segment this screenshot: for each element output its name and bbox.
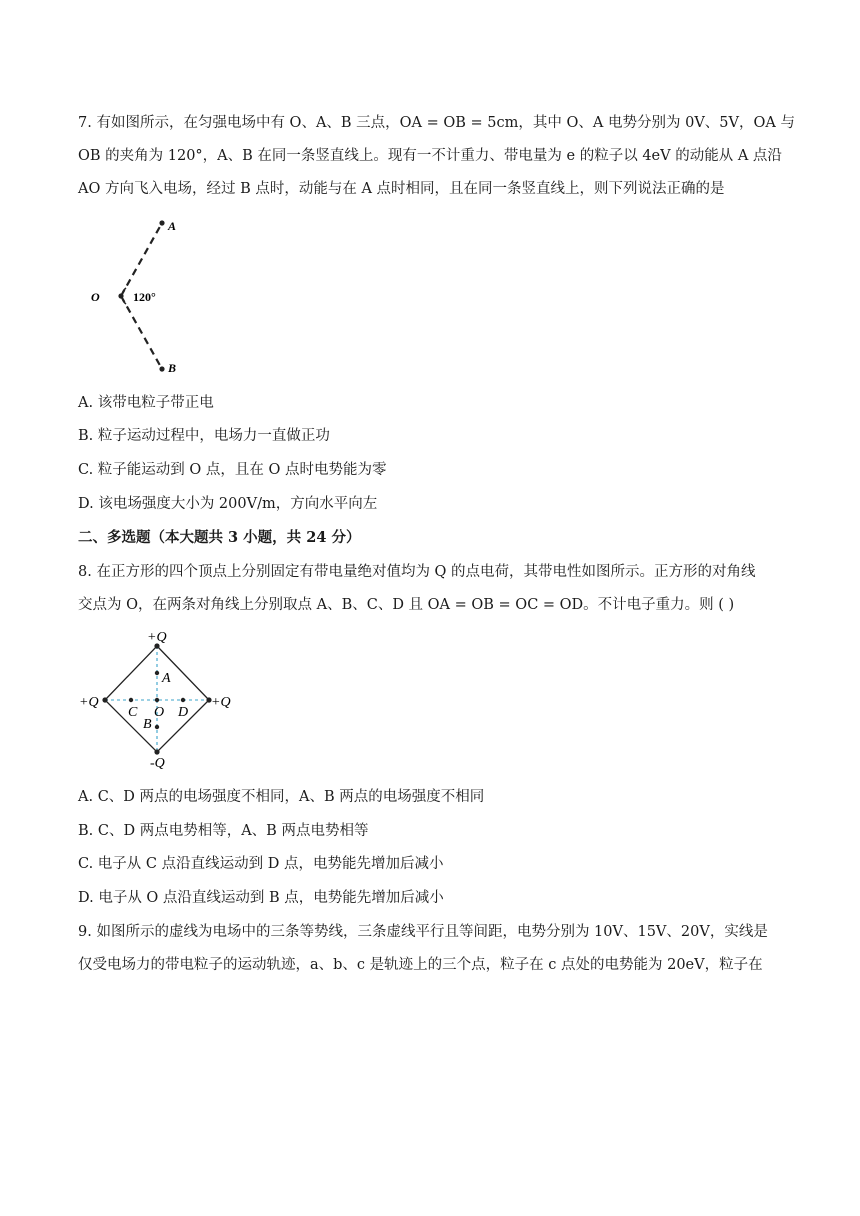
label-right-charge: +Q bbox=[211, 695, 231, 710]
q8-figure bbox=[78, 626, 248, 774]
label-b: B bbox=[168, 361, 177, 375]
q7-stem-line2: OB 的夹角为 120°，A、B 在同一条竖直线上。现有一不计重力、带电量为 e 的粒子以 4eV 的动能从 A 点沿 bbox=[78, 148, 782, 164]
q8-stem-line1: 8. 在正方形的四个顶点上分别固定有带电量绝对值均为 Q 的点电荷，其带电性如图所示。正方形的对角线 bbox=[78, 564, 756, 580]
point-d bbox=[181, 698, 185, 702]
point-a bbox=[155, 671, 159, 675]
label-bottom-charge: -Q bbox=[150, 756, 165, 771]
charge-bottom bbox=[154, 749, 159, 754]
point-b bbox=[159, 366, 164, 371]
label-d: D bbox=[178, 705, 189, 720]
q8-option-a: A. C、D 两点的电场强度不相同，A、B 两点的电场强度不相同 bbox=[78, 789, 485, 805]
charge-left bbox=[102, 697, 107, 702]
point-o bbox=[155, 698, 159, 702]
q8-option-c: C. 电子从 C 点沿直线运动到 D 点，电势能先增加后减小 bbox=[78, 856, 444, 872]
q7-option-c: C. 粒子能运动到 O 点，且在 O 点时电势能为零 bbox=[78, 462, 387, 478]
ob-dashed-line bbox=[121, 296, 162, 369]
q8-option-d: D. 电子从 O 点沿直线运动到 B 点，电势能先增加后减小 bbox=[78, 890, 444, 906]
point-b bbox=[155, 725, 159, 729]
label-top-charge: +Q bbox=[147, 630, 167, 645]
label-a: A bbox=[162, 671, 171, 686]
label-left-charge: +Q bbox=[79, 695, 99, 710]
q9-stem-line2: 仅受电场力的带电粒子的运动轨迹，a、b、c 是轨迹上的三个点，粒子在 c 点处的电势能为 20eV，粒子在 bbox=[78, 957, 763, 973]
q7-stem-line3: AO 方向飞入电场，经过 B 点时，动能与在 A 点时相同，且在同一条竖直线上，则下列说法正确的是 bbox=[78, 181, 725, 197]
q9-stem-line1: 9. 如图所示的虚线为电场中的三条等势线，三条虚线平行且等间距，电势分别为 10V、15V、20V，实线是 bbox=[78, 924, 768, 940]
point-c bbox=[129, 698, 133, 702]
q8-option-b: B. C、D 两点电势相等，A、B 两点电势相等 bbox=[78, 823, 369, 839]
label-o: O bbox=[91, 290, 100, 304]
section-heading: 二、多选题（本大题共 3 小题，共 24 分） bbox=[78, 529, 361, 546]
label-o: O bbox=[154, 705, 165, 720]
q7-stem-line1: 7. 有如图所示，在匀强电场中有 O、A、B 三点，OA = OB = 5cm，其中 O、A 电势分别为 0V、5V，OA 与 bbox=[78, 115, 795, 131]
q7-option-b: B. 粒子运动过程中，电场力一直做正功 bbox=[78, 428, 330, 444]
q7-option-d: D. 该电场强度大小为 200V/m，方向水平向左 bbox=[78, 496, 378, 512]
label-b: B bbox=[143, 717, 152, 732]
q7-option-a: A. 该带电粒子带正电 bbox=[78, 395, 214, 411]
label-c: C bbox=[128, 705, 138, 720]
angle-label: 120° bbox=[133, 290, 156, 304]
angle-arc bbox=[122, 288, 126, 304]
point-a bbox=[159, 220, 164, 225]
oa-dashed-line bbox=[121, 223, 162, 296]
q7-figure bbox=[88, 214, 198, 378]
label-a: A bbox=[168, 219, 177, 233]
q8-stem-line2: 交点为 O，在两条对角线上分别取点 A、B、C、D 且 OA = OB = OC = OD。不计电子重力。则 ( ) bbox=[78, 597, 735, 613]
